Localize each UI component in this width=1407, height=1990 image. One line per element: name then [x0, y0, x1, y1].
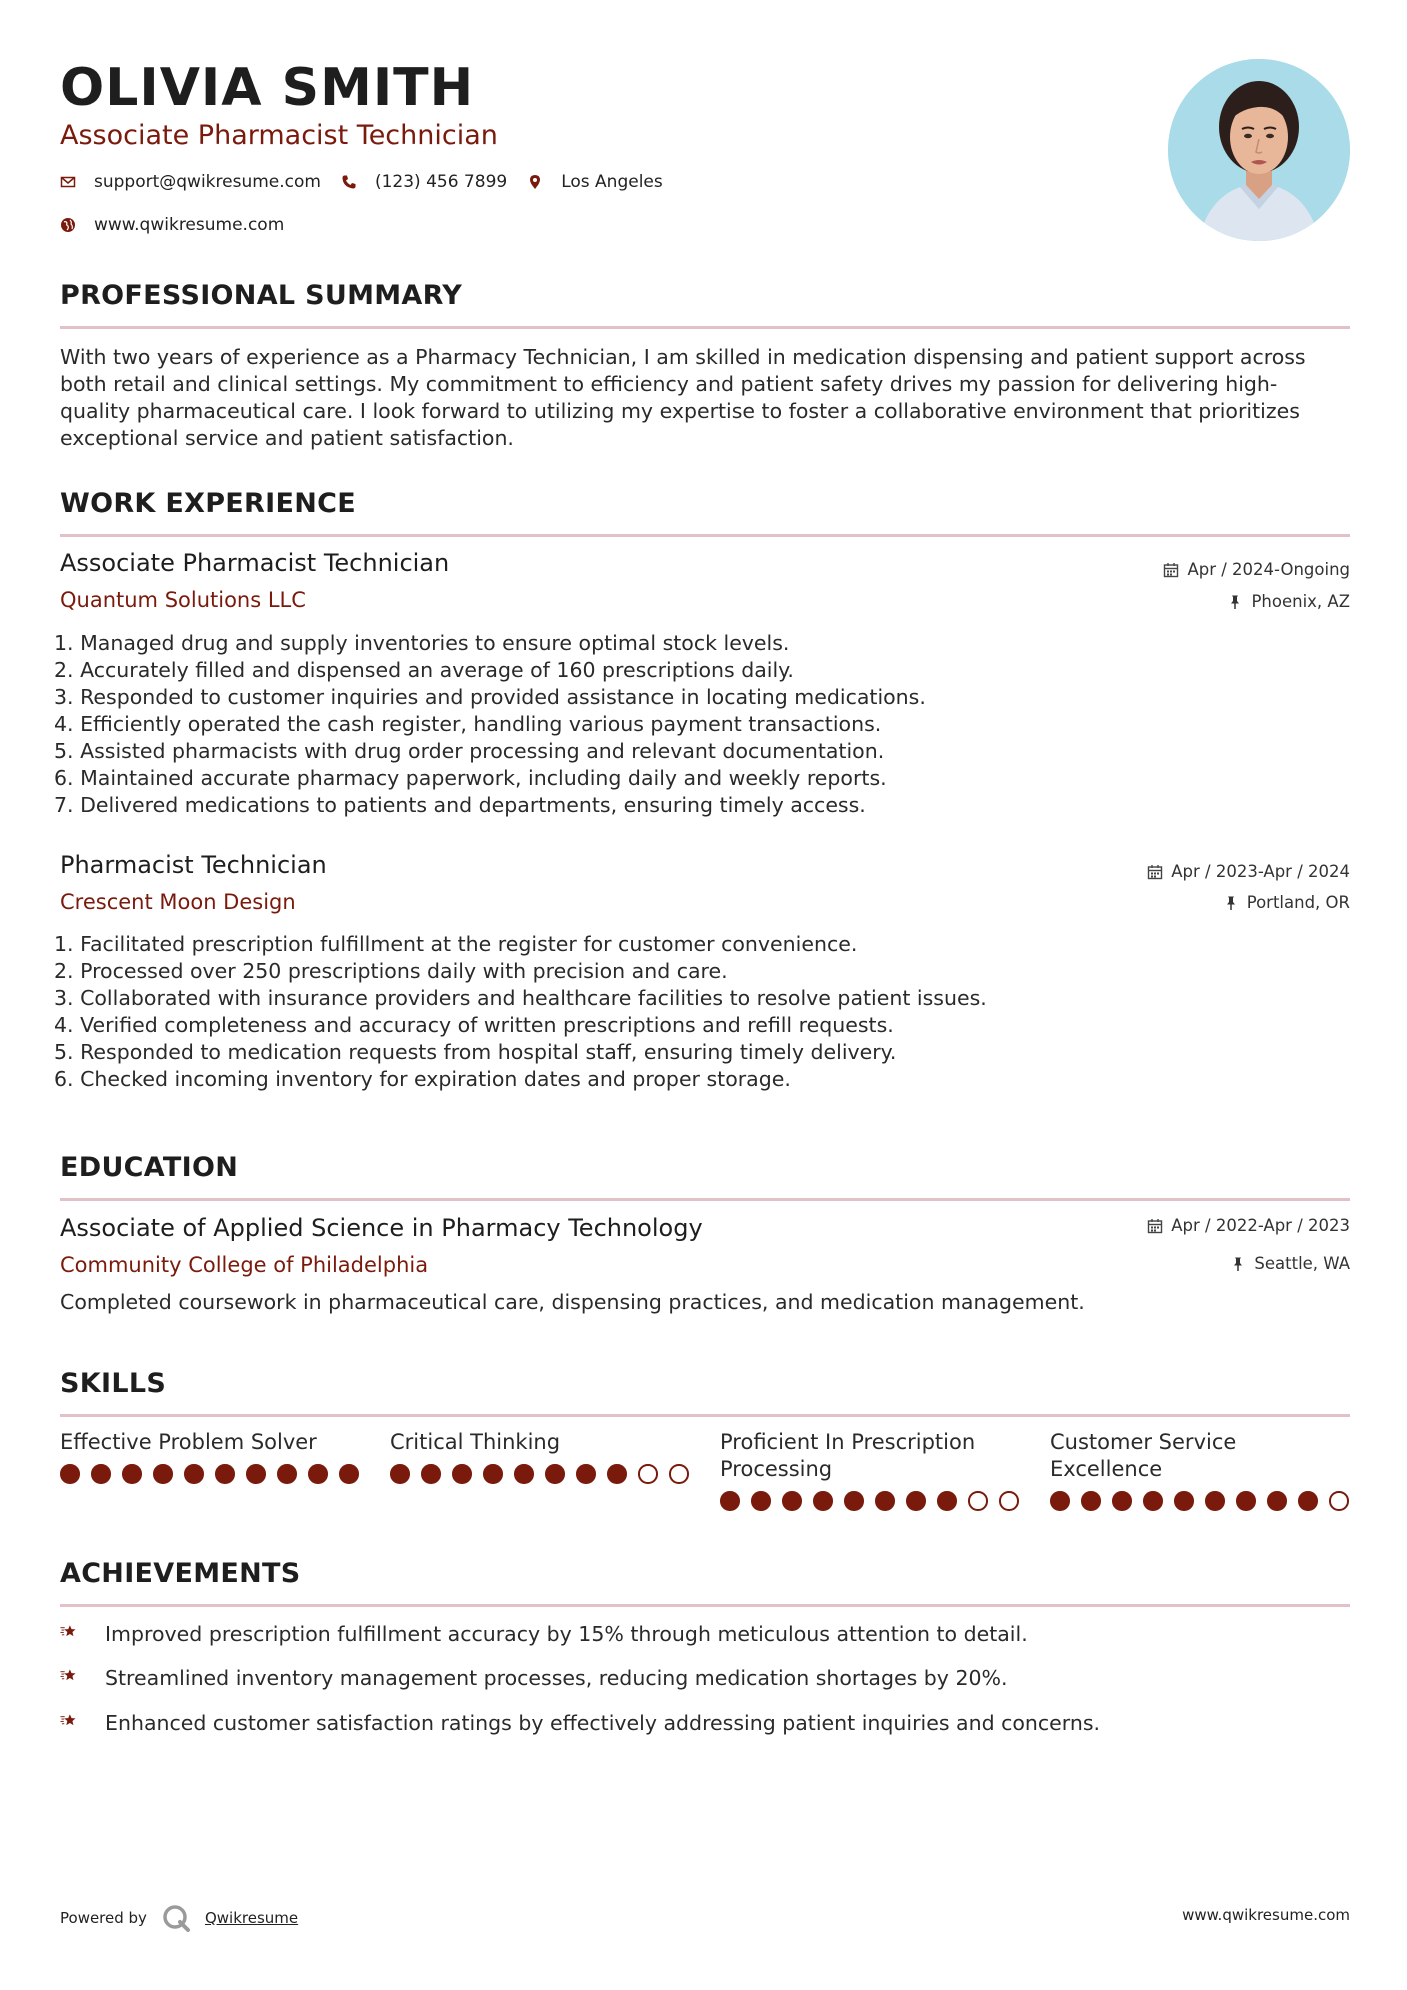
rating-dot-filled	[1298, 1491, 1318, 1511]
rating-dot-filled	[607, 1464, 627, 1484]
rating-dot-filled	[1112, 1491, 1132, 1511]
achievement-item	[60, 1620, 1028, 1648]
list-item: 4. Verified completeness and accuracy of written prescriptions and refill requests.	[54, 1013, 894, 1037]
resume-page	[54, 0, 1350, 1990]
profile-photo	[1168, 59, 1350, 241]
skill-name-line: Processing	[720, 1457, 833, 1481]
skill-name-line: Customer Service	[1050, 1430, 1237, 1454]
list-item: 5. Assisted pharmacists with drug order processing and relevant documentation.	[54, 739, 885, 763]
skill-item	[60, 1429, 360, 1484]
pushpin-icon	[1227, 594, 1243, 610]
section-heading-summary: PROFESSIONAL SUMMARY	[60, 280, 1350, 311]
education-school: Community College of Philadelphia	[60, 1253, 429, 1277]
footer-site-link[interactable]: www.qwikresume.com	[1182, 1906, 1350, 1924]
contact-row-website	[60, 215, 304, 235]
list-item: 6. Checked incoming inventory for expiration dates and proper storage.	[54, 1067, 791, 1091]
job-bullets	[54, 630, 1350, 819]
contact-phone[interactable]	[341, 172, 507, 192]
contact-website[interactable]	[60, 215, 284, 235]
skill-item	[1050, 1429, 1350, 1511]
skill-rating	[720, 1491, 1020, 1511]
list-item: 3. Collaborated with insurance providers and healthcare facilities to resolve patient issues.	[54, 986, 987, 1010]
skill-name	[1050, 1429, 1350, 1483]
rating-dot-filled	[813, 1491, 833, 1511]
email-text: support@qwikresume.com	[94, 172, 321, 192]
job-company: Quantum Solutions LLC	[60, 588, 306, 612]
rating-dot-filled	[277, 1464, 297, 1484]
rating-dot-filled	[1236, 1491, 1256, 1511]
rating-dot-filled	[60, 1464, 80, 1484]
candidate-title: Associate Pharmacist Technician	[60, 120, 498, 151]
rating-dot-filled	[452, 1464, 472, 1484]
list-item: 4. Efficiently operated the cash register, handling various payment transactions.	[54, 712, 882, 736]
rating-dot-filled	[1050, 1491, 1070, 1511]
job-dates	[1147, 862, 1350, 881]
rating-dot-filled	[1081, 1491, 1101, 1511]
skill-name-line: Proficient In Prescription	[720, 1430, 976, 1454]
rating-dot-filled	[1205, 1491, 1225, 1511]
rating-dot-empty	[669, 1464, 689, 1484]
calendar-icon	[1163, 562, 1179, 578]
rating-dot-filled	[1267, 1491, 1287, 1511]
phone-icon	[341, 174, 357, 190]
education-degree: Associate of Applied Science in Pharmacy Technology	[60, 1214, 703, 1242]
job-location	[1227, 592, 1350, 611]
list-item: 7. Delivered medications to patients and departments, ensuring timely access.	[54, 793, 866, 817]
rating-dot-filled	[339, 1464, 359, 1484]
rating-dot-filled	[875, 1491, 895, 1511]
rating-dot-filled	[576, 1464, 596, 1484]
contact-location	[527, 172, 663, 192]
skill-name-line: Effective Problem Solver	[60, 1430, 317, 1454]
star-award-icon	[60, 1709, 94, 1737]
job-dates-text: Apr / 2024-Ongoing	[1187, 560, 1350, 579]
rating-dot-filled	[720, 1491, 740, 1511]
calendar-icon	[1147, 1218, 1163, 1234]
footer-powered-by	[60, 1903, 298, 1933]
list-item: 2. Processed over 250 prescriptions daily with precision and care.	[54, 959, 728, 983]
rating-dot-empty	[999, 1491, 1019, 1511]
star-award-icon	[60, 1620, 94, 1648]
achievement-item	[60, 1664, 1008, 1692]
rating-dot-filled	[390, 1464, 410, 1484]
contact-row	[60, 172, 683, 192]
skill-rating	[390, 1464, 690, 1484]
star-award-icon	[60, 1664, 94, 1692]
job-company: Crescent Moon Design	[60, 890, 296, 914]
pushpin-icon	[1230, 1256, 1246, 1272]
rating-dot-filled	[1174, 1491, 1194, 1511]
rating-dot-filled	[906, 1491, 926, 1511]
rating-dot-filled	[1143, 1491, 1163, 1511]
skill-name	[390, 1429, 690, 1456]
rating-dot-empty	[1329, 1491, 1349, 1511]
list-item: 3. Responded to customer inquiries and provided assistance in locating medications.	[54, 685, 926, 709]
rating-dot-filled	[545, 1464, 565, 1484]
rating-dot-filled	[184, 1464, 204, 1484]
website-text: www.qwikresume.com	[94, 215, 285, 235]
job-location	[1223, 893, 1350, 912]
contact-email[interactable]	[60, 172, 321, 192]
rating-dot-filled	[782, 1491, 802, 1511]
rating-dot-filled	[215, 1464, 235, 1484]
rating-dot-filled	[91, 1464, 111, 1484]
rating-dot-filled	[122, 1464, 142, 1484]
job-title: Associate Pharmacist Technician	[60, 549, 450, 577]
summary-line: exceptional service and patient satisfaction.	[60, 426, 514, 450]
education-description: Completed coursework in pharmaceutical care, dispensing practices, and medication management.	[60, 1290, 1085, 1314]
skill-name	[60, 1429, 360, 1456]
rating-dot-filled	[308, 1464, 328, 1484]
rating-dot-filled	[153, 1464, 173, 1484]
pushpin-icon	[1223, 895, 1239, 911]
skill-name-line: Excellence	[1050, 1457, 1163, 1481]
list-item: 2. Accurately filled and dispensed an average of 160 prescriptions daily.	[54, 658, 794, 682]
achievement-text: Enhanced customer satisfaction ratings by effectively addressing patient inquiries and concerns.	[105, 1711, 1101, 1735]
job-title: Pharmacist Technician	[60, 851, 327, 879]
envelope-icon	[60, 174, 76, 190]
achievement-text: Streamlined inventory management processes, reducing medication shortages by 20%.	[105, 1666, 1008, 1690]
rating-dot-filled	[937, 1491, 957, 1511]
skill-rating	[1050, 1491, 1350, 1511]
education-location	[1230, 1254, 1350, 1273]
location-text: Los Angeles	[561, 172, 663, 192]
phone-text: (123) 456 7899	[374, 172, 508, 192]
education-dates-text: Apr / 2022-Apr / 2023	[1171, 1216, 1350, 1235]
rating-dot-filled	[483, 1464, 503, 1484]
rating-dot-filled	[514, 1464, 534, 1484]
calendar-icon	[1147, 864, 1163, 880]
job-bullets	[54, 931, 1350, 1093]
education-dates	[1147, 1216, 1350, 1235]
section-heading-achievements: ACHIEVEMENTS	[60, 1558, 1350, 1589]
rating-dot-filled	[844, 1491, 864, 1511]
education-location-text: Seattle, WA	[1254, 1254, 1350, 1273]
rating-dot-filled	[246, 1464, 266, 1484]
list-item: 5. Responded to medication requests from hospital staff, ensuring timely delivery.	[54, 1040, 897, 1064]
section-heading-experience: WORK EXPERIENCE	[60, 488, 1350, 519]
skill-item	[390, 1429, 690, 1484]
summary-line: both retail and clinical settings. My commitment to efficiency and patient safety drives my passion for delivering high-	[60, 372, 1278, 396]
rating-dot-filled	[421, 1464, 441, 1484]
qwikresume-link[interactable]: Qwikresume	[204, 1909, 299, 1927]
section-heading-education: EDUCATION	[60, 1152, 1350, 1183]
candidate-name: OLIVIA SMITH	[60, 58, 475, 118]
qwikresume-logo-icon	[161, 1903, 191, 1933]
achievement-text: Improved prescription fulfillment accuracy by 15% through meticulous attention to detail.	[105, 1622, 1028, 1646]
skill-name-line: Critical Thinking	[390, 1430, 561, 1454]
map-pin-icon	[527, 174, 543, 190]
summary-line: quality pharmaceutical care. I look forward to utilizing my expertise to foster a collaborative environment that prioritizes	[60, 399, 1300, 423]
globe-icon	[60, 217, 76, 233]
list-item: 6. Maintained accurate pharmacy paperwork, including daily and weekly reports.	[54, 766, 887, 790]
skill-rating	[60, 1464, 360, 1484]
job-location-text: Phoenix, AZ	[1251, 592, 1350, 611]
list-item: 1. Facilitated prescription fulfillment at the register for customer convenience.	[54, 932, 858, 956]
summary-text	[60, 344, 1350, 452]
job-dates-text: Apr / 2023-Apr / 2024	[1171, 862, 1350, 881]
job-dates	[1163, 560, 1350, 579]
powered-by-text: Powered by	[60, 1909, 147, 1927]
achievement-item	[60, 1709, 1100, 1737]
skill-item	[720, 1429, 1020, 1511]
rating-dot-empty	[638, 1464, 658, 1484]
rating-dot-filled	[751, 1491, 771, 1511]
section-heading-skills: SKILLS	[60, 1368, 1350, 1399]
summary-line: With two years of experience as a Pharmacy Technician, I am skilled in medication dispensing and patient support across	[60, 345, 1306, 369]
rating-dot-empty	[968, 1491, 988, 1511]
job-location-text: Portland, OR	[1246, 893, 1350, 912]
list-item: 1. Managed drug and supply inventories to ensure optimal stock levels.	[54, 631, 790, 655]
skill-name	[720, 1429, 1020, 1483]
